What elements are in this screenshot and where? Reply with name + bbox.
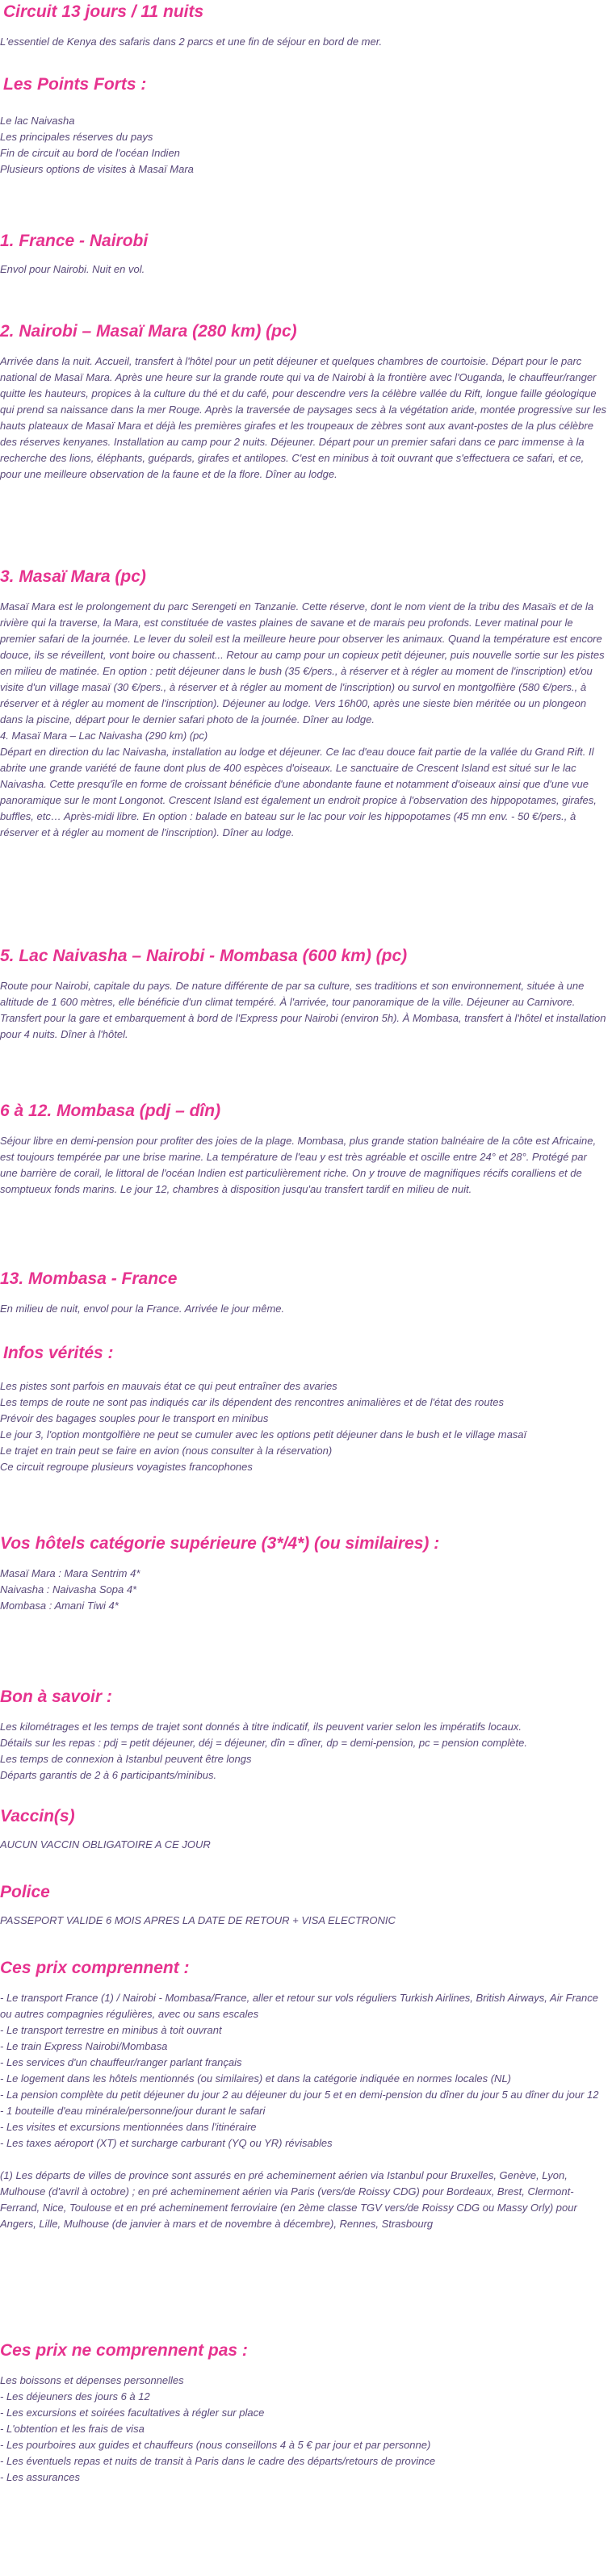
- day-title: 13. Mombasa - France: [0, 1269, 178, 1288]
- day-13-section: [0, 1269, 607, 1317]
- day-text: Route pour Nairobi, capitale du pays. De nature différente de par sa culture, ses traditions et son environnement, située à une altitude de 1 600 mètres, elle bénéficie d'un climat tempéré. À l'arrivée, tour panoramique de la ville. Déjeuner au Carnivore. Transfert pour la gare et embarquement à bord de l'Express pour Nairobi (environ 5h). À Mombasa, transfert à l'hôtel et installation pour 4 nuits. Dîner à l'hôtel.: [0, 980, 606, 1040]
- comprennent-note: (1) Les départs de villes de province sont assurés en pré acheminement aérien via Istanbul pour Bruxelles, Genève, Lyon, Mulhouse (d'avril à octobre) ; en pré acheminement aérien via Paris (vers/de Roissy CDG) pour Bordeaux, Brest, Clermont-Ferrand, Nice, Toulouse et en pré acheminement ferroviaire (en 2ème classe TGV vers/de Roissy CDG ou Massy Orly) pour Angers, Lille, Mulhouse (de janvier à mars et de novembre à décembre), Rennes, Strasbourg: [0, 2169, 577, 2230]
- comprennent-item: - Le transport terrestre en minibus à toit ouvrant: [0, 2024, 222, 2036]
- infos-title: Infos vérités :: [3, 1344, 114, 1362]
- day-text: Arrivée dans la nuit. Accueil, transfert à l'hôtel pour un petit déjeuner et quelques chambres de courtoisie. Départ pour le parc national de Masaï Mara. Après une heure sur la grande route qui va de Nairobi à la frontière avec l'Ouganda, le chauffeur/ranger quitte les hauteurs, propices à la culture du thé et du café, pour descendre vers la célèbre vallée du Rift, longue faille géologique qui prend sa naissance dans la mer Rouge. Après la traversée de paysages secs à la végétation aride, montée progressive sur les hauts plateaux de Masaï Mara et déjà les premières girafes et les troupeaux de zèbres sont aux avant-postes de la plus célèbre des réserves kenyanes. Installation au camp pour 2 nuits. Déjeuner. Départ pour un premier safari dans ce parc immense à la recherche des lions, éléphants, guépards, girafes et antilopes. C'est en minibus à toit ouvrant que s'effectuera ce safari, et ce, pour une meilleure observation de la faune et de la flore. Dîner au lodge.: [0, 355, 607, 480]
- police-title: Police: [0, 1883, 50, 1901]
- vaccin-section: [0, 1806, 607, 1853]
- bon-a-savoir-item: Les kilométrages et les temps de trajet sont donnés à titre indicatif, ils peuvent varier selon les impératifs locaux.: [0, 1721, 522, 1733]
- ne-comprennent-pas-title: Ces prix ne comprennent pas :: [0, 2341, 248, 2360]
- hotels-title: Vos hôtels catégorie supérieure (3*/4*) (ou similaires) :: [0, 1534, 440, 1553]
- hotel-item: Naivasha : Naivasha Sopa 4*: [0, 1583, 137, 1595]
- infos-item: Les pistes sont parfois en mauvais état ce qui peut entraîner des avaries: [0, 1380, 337, 1392]
- infos-item: Prévoir des bagages souples pour le transport en minibus: [0, 1412, 269, 1424]
- day-2-section: [0, 321, 607, 483]
- ne-comprennent-pas-item: Les boissons et dépenses personnelles: [0, 2374, 184, 2386]
- day-title: 2. Nairobi – Masaï Mara (280 km) (pc): [0, 322, 297, 341]
- hotels-section: [0, 1533, 607, 1614]
- comprennent-item: - Les services d'un chauffeur/ranger parlant français: [0, 2056, 242, 2068]
- bon-a-savoir-section: [0, 1687, 607, 1784]
- comprennent-item: - Le transport France (1) / Nairobi - Mombasa/France, aller et retour sur vols réguliers Turkish Airlines, British Airways, Air France ou autres compagnies régulières, avec ou sans escales: [0, 1992, 598, 2020]
- ne-comprennent-pas-item: - Les pourboires aux guides et chauffeurs (nous conseillons 4 à 5 € par jour et par personne): [0, 2439, 431, 2451]
- ne-comprennent-pas-item: - L'obtention et les frais de visa: [0, 2423, 145, 2435]
- comprennent-item: - 1 bouteille d'eau minérale/personne/jour durant le safari: [0, 2105, 266, 2117]
- bon-a-savoir-item: Les temps de connexion à Istanbul peuvent être longs: [0, 1753, 252, 1765]
- day-1-section: [0, 231, 607, 278]
- vaccin-title: Vaccin(s): [0, 1807, 75, 1825]
- points-forts-item: Les principales réserves du pays: [0, 131, 153, 143]
- points-forts-section: [0, 74, 607, 178]
- ne-comprennent-pas-item: - Les déjeuners des jours 6 à 12: [0, 2390, 150, 2402]
- day-title: 1. France - Nairobi: [0, 232, 149, 250]
- infos-section: [0, 1343, 607, 1475]
- police-section: [0, 1882, 607, 1929]
- day-title: 6 à 12. Mombasa (pdj – dîn): [0, 1102, 221, 1120]
- day-text: Départ en direction du lac Naivasha, installation au lodge et déjeuner. Ce lac d'eau douce fait partie de la vallée du Grand Rift. Il abrite une grande variété de faune dont plus de 400 espèces d'oiseaux. Le sanctuaire de Crescent Island est situé sur le lac Naivasha. Cette presqu'île en forme de croissant bénéficie d'une abondante faune et notamment d'oiseaux ainsi que d'une vue panoramique sur le mont Longonot. Crescent Island est également un endroit propice à l'observation des hippopotames, girafes, buffles, etc… Après-midi libre. En option : balade en bateau sur le lac pour voir les hippopotames (45 mn env. - 50 €/pers., à réserver et à régler au moment de l'inscription). Dîner au lodge.: [0, 746, 597, 838]
- points-forts-title: Les Points Forts :: [3, 75, 147, 94]
- bon-a-savoir-title: Bon à savoir :: [0, 1687, 112, 1706]
- day-text: Envol pour Nairobi. Nuit en vol.: [0, 263, 145, 275]
- ne-comprennent-pas-section: [0, 2340, 607, 2486]
- ne-comprennent-pas-item: - Les assurances: [0, 2471, 80, 2483]
- bon-a-savoir-item: Détails sur les repas : pdj = petit déjeuner, déj = déjeuner, dîn = dîner, dp = demi-pension, pc = pension complète.: [0, 1737, 527, 1749]
- ne-comprennent-pas-item: - Les excursions et soirées facultatives à régler sur place: [0, 2407, 265, 2419]
- day-text: Séjour libre en demi-pension pour profiter des joies de la plage. Mombasa, plus grande station balnéaire de la côte est Africaine, est toujours tempérée par une brise marine. La température de l'eau y est très agréable et oscille entre 24° et 28°. Protégé par une barrière de corail, le littoral de l'océan Indien est particulièrement riche. On y trouve de magnifiques récifs coralliens et de somptueux fonds marins. Le jour 12, chambres à disposition jusqu'au transfert tardif en milieu de nuit.: [0, 1135, 597, 1195]
- vaccin-text: AUCUN VACCIN OBLIGATOIRE A CE JOUR: [0, 1838, 211, 1850]
- day-title: 3. Masaï Mara (pc): [0, 567, 146, 586]
- points-forts-item: Le lac Naivasha: [0, 115, 75, 127]
- comprennent-title: Ces prix comprennent :: [0, 1959, 190, 1977]
- day-5-section: [0, 946, 607, 1043]
- comprennent-section: [0, 1958, 607, 2232]
- ne-comprennent-pas-item: - Les éventuels repas et nuits de transit à Paris dans le cadre des départs/retours de province: [0, 2455, 436, 2467]
- infos-item: Le trajet en train peut se faire en avion (nous consulter à la réservation): [0, 1445, 333, 1457]
- comprennent-item: - Les visites et excursions mentionnées dans l'itinéraire: [0, 2121, 257, 2133]
- points-forts-item: Plusieurs options de visites à Masaï Mara: [0, 163, 194, 175]
- day-subtitle-text: 4. Masaï Mara – Lac Naivasha (290 km) (pc): [0, 730, 208, 742]
- hotel-item: Masaï Mara : Mara Sentrim 4*: [0, 1567, 140, 1579]
- police-text: PASSEPORT VALIDE 6 MOIS APRES LA DATE DE RETOUR + VISA ELECTRONIC: [0, 1914, 396, 1926]
- infos-item: Le jour 3, l'option montgolfière ne peut se cumuler avec les options petit déjeuner dans le bush et le village masaï: [0, 1428, 527, 1441]
- hotel-item: Mombasa : Amani Tiwi 4*: [0, 1600, 119, 1612]
- comprennent-item: - Les taxes aéroport (XT) et surcharge carburant (YQ ou YR) révisables: [0, 2137, 333, 2149]
- circuit-title: Circuit 13 jours / 11 nuits: [3, 2, 204, 21]
- comprennent-item: - Le train Express Nairobi/Mombasa: [0, 2040, 168, 2052]
- infos-item: Les temps de route ne sont pas indiqués car ils dépendent des rencontres animalières et de l'état des routes: [0, 1396, 504, 1408]
- day-text: Masaï Mara est le prolongement du parc Serengeti en Tanzanie. Cette réserve, dont le nom vient de la tribu des Masaïs et de la rivière qui la traverse, la Mara, est constituée de vastes plaines de savane et de marais peu profonds. Lever matinal pour le premier safari de la journée. Le lever du soleil est la meilleure heure pour observer les animaux. Quand la température est encore douce, ils se réveillent, vont boire ou chassent... Retour au camp pour un copieux petit déjeuner, puis nouvelle sortie sur les pistes en milieu de matinée. En option : petit déjeuner dans le bush (35 €/pers., à réserver et à régler au moment de l'inscription) et/ou visite d'un village masaï (30 €/pers., à réserver et à régler au moment de l'inscription) ou survol en montgolfière (580 €/pers., à réserver et à régler au moment de l'inscription). Déjeuner au lodge. Vers 16h00, après une sieste bien méritée ou un plongeon dans la piscine, départ pour le dernier safari photo de la journée. Dîner au lodge.: [0, 600, 605, 726]
- day-6-12-section: [0, 1101, 607, 1198]
- circuit-subtitle: L'essentiel de Kenya des safaris dans 2 parcs et une fin de séjour en bord de mer.: [0, 36, 383, 48]
- day-3-section: [0, 567, 607, 841]
- comprennent-item: - La pension complète du petit déjeuner du jour 2 au déjeuner du jour 5 et en demi-pension du dîner du jour 5 au dîner du jour 12: [0, 2089, 599, 2101]
- infos-item: Ce circuit regroupe plusieurs voyagistes francophones: [0, 1461, 253, 1473]
- intro-section: [0, 2, 607, 50]
- bon-a-savoir-item: Départs garantis de 2 à 6 participants/minibus.: [0, 1769, 217, 1781]
- points-forts-item: Fin de circuit au bord de l'océan Indien: [0, 147, 180, 159]
- comprennent-item: - Le logement dans les hôtels mentionnés (ou similaires) et dans la catégorie indiquée en normes locales (NL): [0, 2072, 512, 2085]
- day-text: En milieu de nuit, envol pour la France. Arrivée le jour même.: [0, 1303, 285, 1315]
- day-title: 5. Lac Naivasha – Nairobi - Mombasa (600 km) (pc): [0, 947, 408, 965]
